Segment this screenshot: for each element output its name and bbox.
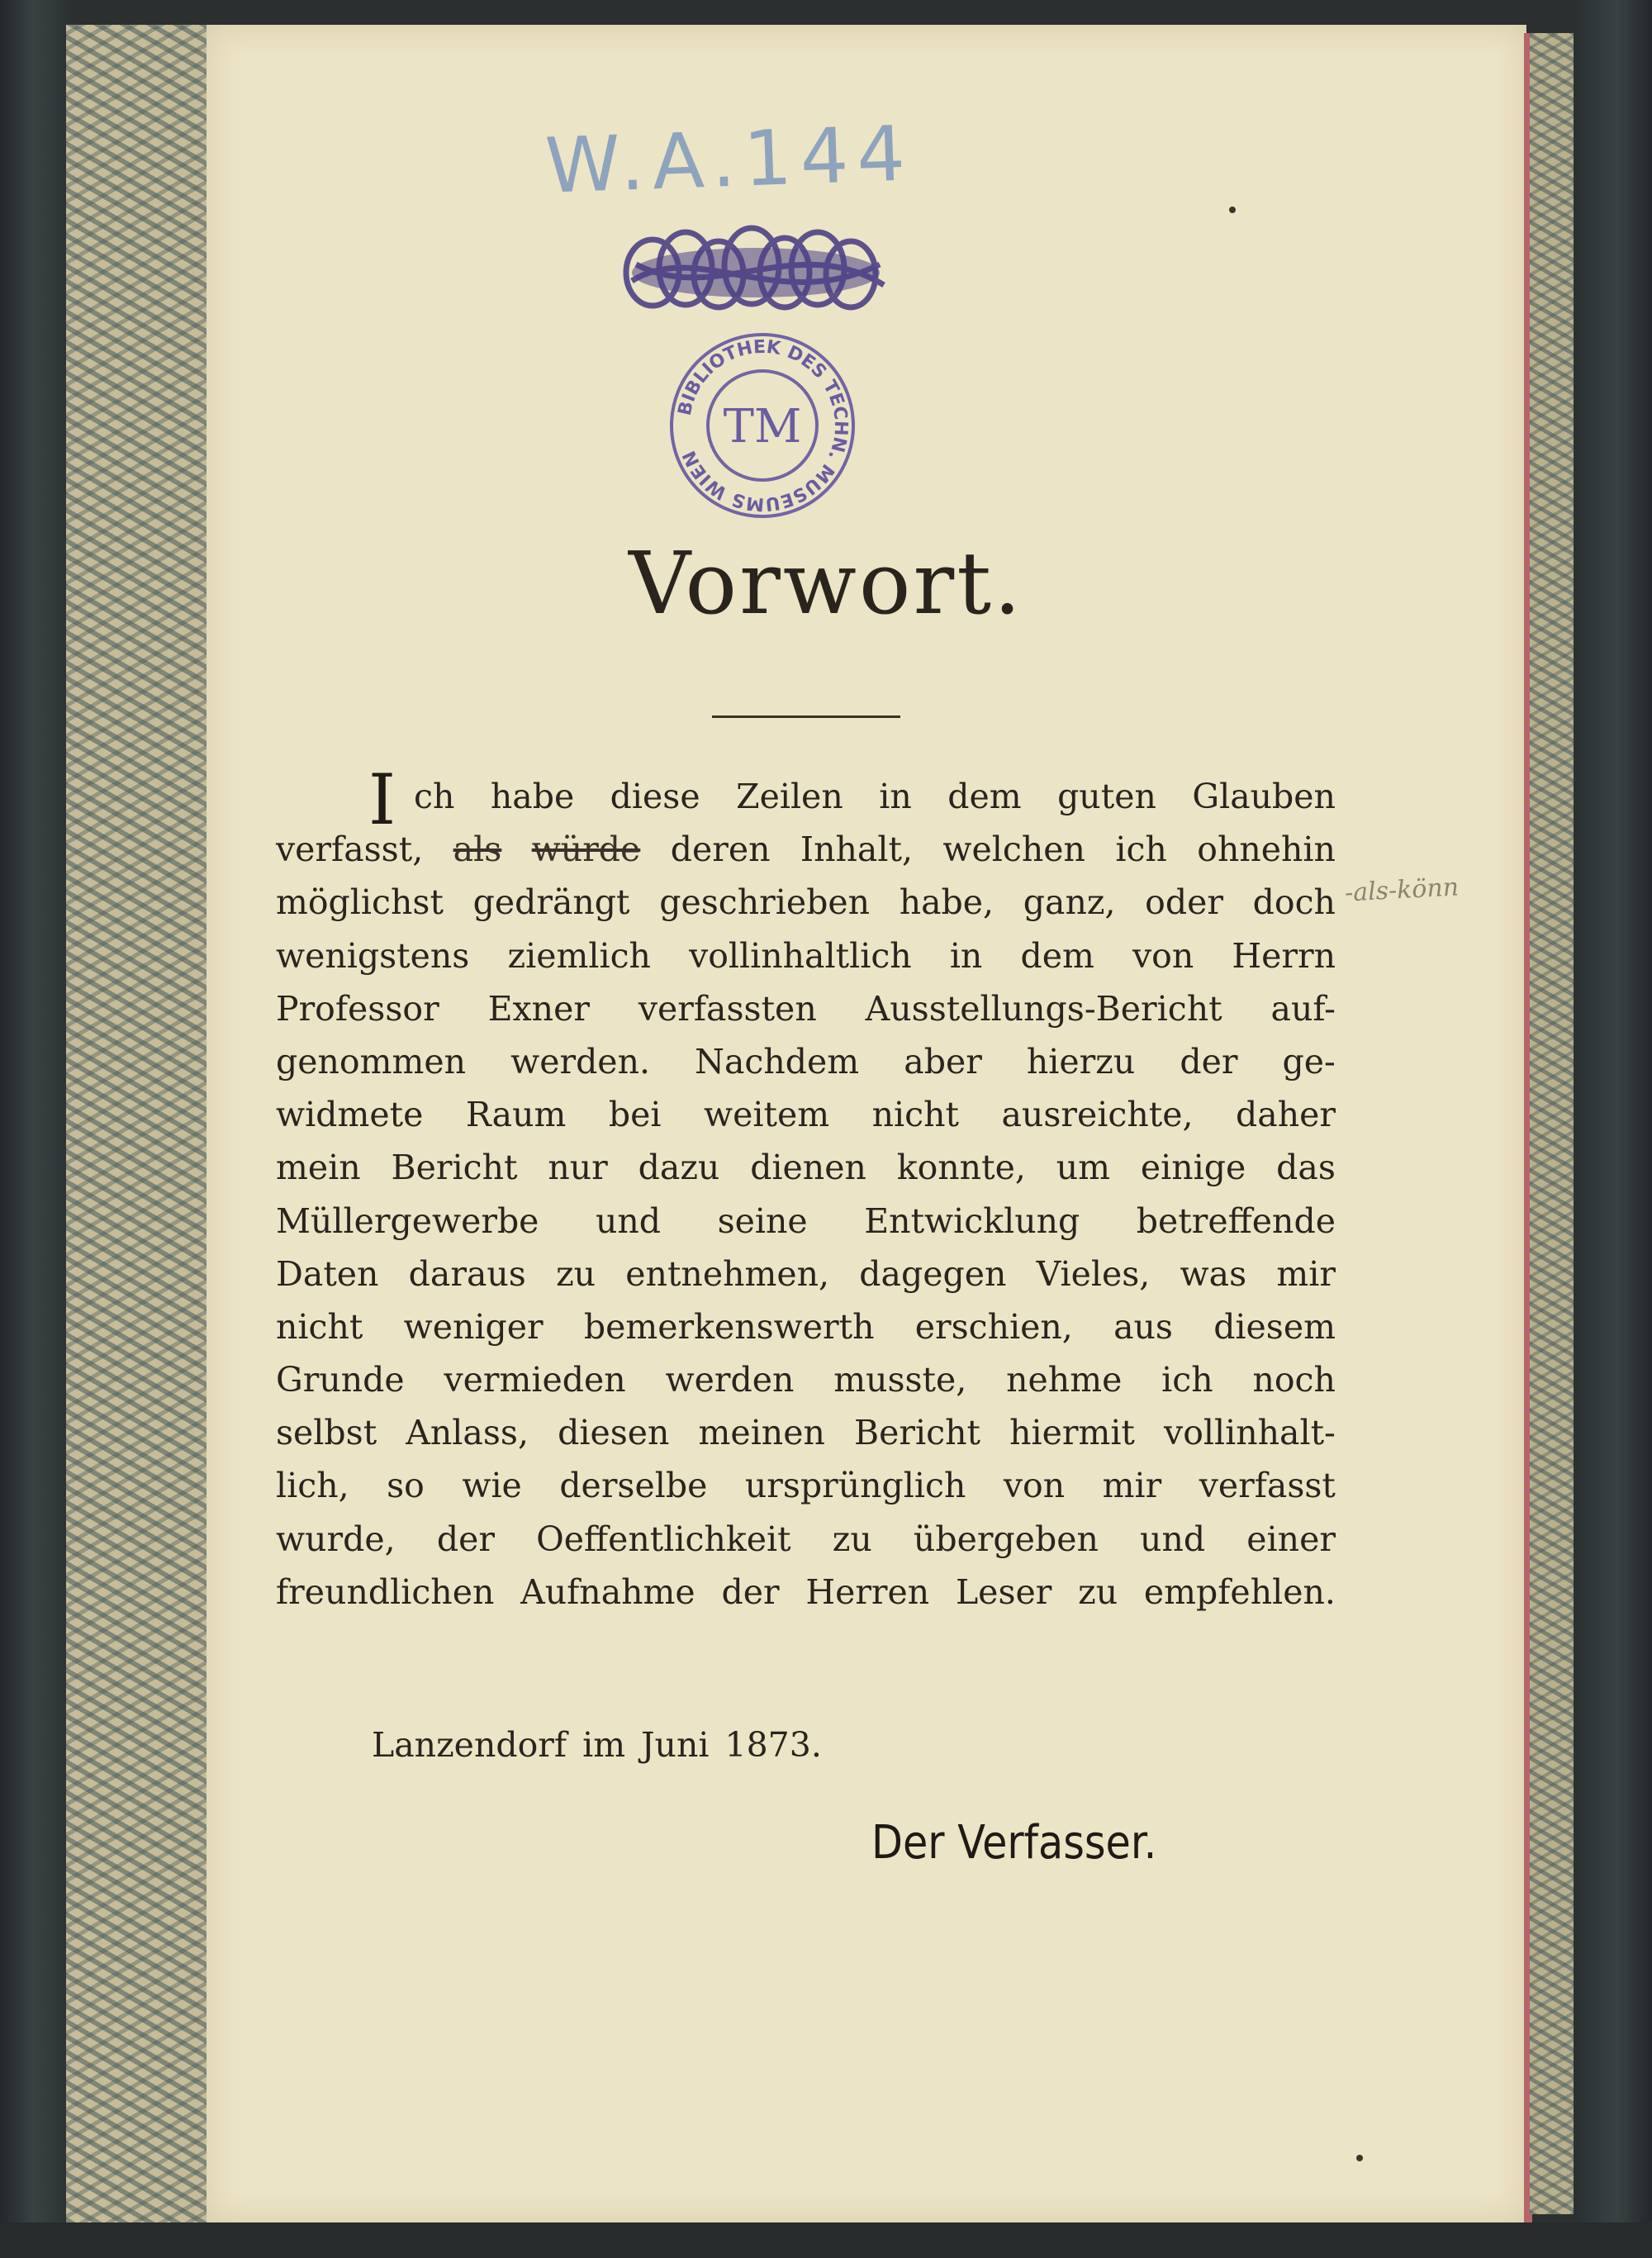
- word: bei: [608, 1095, 662, 1135]
- word: weniger: [403, 1306, 544, 1347]
- word: verfasst: [1199, 1466, 1336, 1506]
- word: gedrängt: [472, 882, 630, 923]
- word: der: [1180, 1041, 1238, 1081]
- word: selbst: [276, 1413, 377, 1453]
- word: wie: [462, 1466, 522, 1506]
- word: dagegen: [859, 1253, 1007, 1294]
- word: und: [1140, 1519, 1206, 1559]
- word: oder: [1145, 882, 1223, 923]
- word: wurde,: [276, 1519, 396, 1559]
- word: wenigstens: [276, 935, 470, 976]
- signature-line: Der Verfasser.: [871, 1816, 1157, 1870]
- handwritten-margin-note: -als-könn: [1344, 872, 1460, 908]
- word: musste,: [833, 1360, 967, 1400]
- word: mir: [1276, 1253, 1336, 1294]
- word: verfasst,: [276, 830, 424, 870]
- word: ich: [1161, 1360, 1213, 1400]
- word: ge-: [1282, 1041, 1336, 1081]
- word: in: [879, 777, 912, 816]
- library-stamp: [667, 330, 857, 521]
- word: genommen: [276, 1041, 467, 1081]
- word: Aufnahme: [520, 1571, 695, 1612]
- word: ursprünglich: [744, 1466, 966, 1506]
- word: das: [1276, 1148, 1336, 1188]
- word: empfehlen.: [1143, 1571, 1336, 1612]
- word: welchen: [942, 830, 1085, 870]
- word: zu: [832, 1519, 872, 1559]
- word: dem: [947, 777, 1022, 816]
- text-line: [276, 1300, 1336, 1353]
- word: zu: [556, 1253, 596, 1294]
- book-cover-bottom: [0, 2222, 1652, 2258]
- book-cover-right: [1574, 0, 1652, 2258]
- word: Nachdem: [695, 1041, 860, 1081]
- word: von: [1003, 1466, 1066, 1506]
- word: Herren: [805, 1571, 930, 1612]
- word: zu: [1078, 1571, 1118, 1612]
- word: werden.: [510, 1041, 651, 1081]
- word: geschrieben: [659, 882, 871, 923]
- word: aus: [1113, 1306, 1173, 1347]
- word: vermieden: [444, 1360, 626, 1400]
- word: ausreichte,: [1001, 1095, 1194, 1135]
- word: ich: [1115, 830, 1167, 870]
- place-date: Lanzendorf im Juni 1873.: [372, 1725, 822, 1765]
- text-line: [276, 1513, 1336, 1566]
- word: Oeffentlichkeit: [536, 1519, 791, 1559]
- word: Vieles,: [1036, 1253, 1151, 1294]
- word: noch: [1252, 1360, 1336, 1400]
- preface-text: [276, 759, 1336, 1619]
- paper-speck: [1356, 2155, 1363, 2161]
- word: aber: [904, 1041, 982, 1081]
- word: Glauben: [1192, 777, 1336, 816]
- paper-speck: [1229, 207, 1236, 213]
- word: Exner: [487, 988, 590, 1029]
- word: dienen: [750, 1148, 866, 1188]
- word: diesen: [558, 1413, 670, 1453]
- word: daraus: [408, 1253, 526, 1294]
- word: guten: [1057, 777, 1156, 816]
- word: Zeilen: [736, 777, 843, 816]
- word: ohnehin: [1197, 830, 1336, 870]
- word: Inhalt,: [800, 830, 913, 870]
- text-line: [276, 929, 1336, 982]
- word: Bericht: [854, 1413, 980, 1453]
- word: und: [596, 1200, 662, 1241]
- word: entnehmen,: [625, 1253, 830, 1294]
- word: auf-: [1270, 988, 1336, 1029]
- text-line: [276, 770, 1336, 823]
- word: vollinhalt-: [1164, 1413, 1336, 1453]
- word: habe: [490, 777, 575, 816]
- word: nur: [548, 1148, 608, 1188]
- word: bemerkenswerth: [583, 1306, 875, 1347]
- word: dem: [1020, 935, 1094, 976]
- text-line: [276, 1406, 1336, 1459]
- word: Daten: [276, 1253, 379, 1294]
- word: weitem: [704, 1095, 830, 1135]
- marbled-endpaper-right: [1530, 33, 1575, 2214]
- word: diese: [610, 777, 700, 816]
- word: nicht: [276, 1306, 363, 1347]
- word: hierzu: [1026, 1041, 1136, 1081]
- word: möglichst: [276, 882, 444, 923]
- preface-lines: [276, 770, 1336, 1619]
- text-line: [276, 1566, 1336, 1619]
- word: Ausstellungs-Bericht: [865, 988, 1222, 1029]
- word: nicht: [871, 1095, 959, 1135]
- word: werden: [665, 1360, 795, 1400]
- word: übergeben: [913, 1519, 1099, 1559]
- word: ganz,: [1023, 882, 1116, 923]
- word: konnte,: [896, 1148, 1026, 1188]
- word: ziemlich: [507, 935, 651, 976]
- stamp-monogram: TM: [723, 400, 802, 454]
- word: diesem: [1213, 1306, 1336, 1347]
- word: würde: [531, 830, 641, 870]
- word: verfassten: [638, 988, 817, 1029]
- word: in: [949, 935, 983, 976]
- marbled-endpaper-left: [66, 25, 219, 2222]
- text-line: [276, 982, 1336, 1035]
- word: der: [436, 1519, 495, 1559]
- word: derselbe: [559, 1466, 708, 1506]
- word: mein: [276, 1148, 361, 1188]
- word: nehme: [1006, 1360, 1123, 1400]
- page-title: Vorwort.: [628, 533, 1024, 634]
- word: Herrn: [1232, 935, 1336, 976]
- text-line: [276, 1248, 1336, 1300]
- word: deren: [670, 830, 771, 870]
- text-line: [276, 876, 1336, 929]
- text-line: [276, 1195, 1336, 1248]
- text-line: [276, 823, 1336, 876]
- word: betreffende: [1136, 1200, 1336, 1241]
- word: Grunde: [276, 1360, 405, 1400]
- word: Müllergewerbe: [276, 1200, 539, 1241]
- word: was: [1180, 1253, 1247, 1294]
- word: vollinhaltlich: [689, 935, 912, 976]
- word: Anlass,: [406, 1413, 529, 1453]
- word: habe,: [899, 882, 995, 923]
- word: hiermit: [1009, 1413, 1135, 1453]
- word: dazu: [638, 1148, 720, 1188]
- text-line: [276, 1459, 1336, 1512]
- book-cover-left: [0, 0, 74, 2258]
- word: einer: [1246, 1519, 1336, 1559]
- word: freundlichen: [276, 1571, 495, 1612]
- word: als: [453, 830, 502, 870]
- word: daher: [1236, 1095, 1336, 1135]
- word: Raum: [465, 1095, 567, 1135]
- word: um: [1056, 1148, 1111, 1188]
- word: Entwicklung: [864, 1200, 1080, 1241]
- word: mir: [1102, 1466, 1162, 1506]
- word: ch: [414, 777, 455, 816]
- word: Professor: [276, 988, 439, 1029]
- word: Leser: [955, 1571, 1052, 1612]
- text-line: [276, 1035, 1336, 1088]
- word: meinen: [698, 1413, 825, 1453]
- word: so: [387, 1466, 425, 1506]
- ink-scribble: [615, 215, 904, 330]
- word: widmete: [276, 1095, 424, 1135]
- word: Bericht: [391, 1148, 518, 1188]
- text-line: [276, 1141, 1336, 1194]
- word: seine: [717, 1200, 808, 1241]
- word: einige: [1140, 1148, 1246, 1188]
- word: von: [1132, 935, 1194, 976]
- drop-cap: I: [368, 759, 396, 840]
- word: doch: [1252, 882, 1336, 923]
- title-divider: [712, 715, 900, 718]
- text-line: [276, 1088, 1336, 1141]
- text-line: [276, 1353, 1336, 1406]
- word: erschien,: [914, 1306, 1073, 1347]
- shelfmark: W.A.144: [544, 109, 915, 211]
- stamp-text: BIBLIOTHEK DES TECHN. MUSEUMS WIEN: [674, 336, 852, 515]
- word: lich,: [276, 1466, 349, 1506]
- word: der: [721, 1571, 780, 1612]
